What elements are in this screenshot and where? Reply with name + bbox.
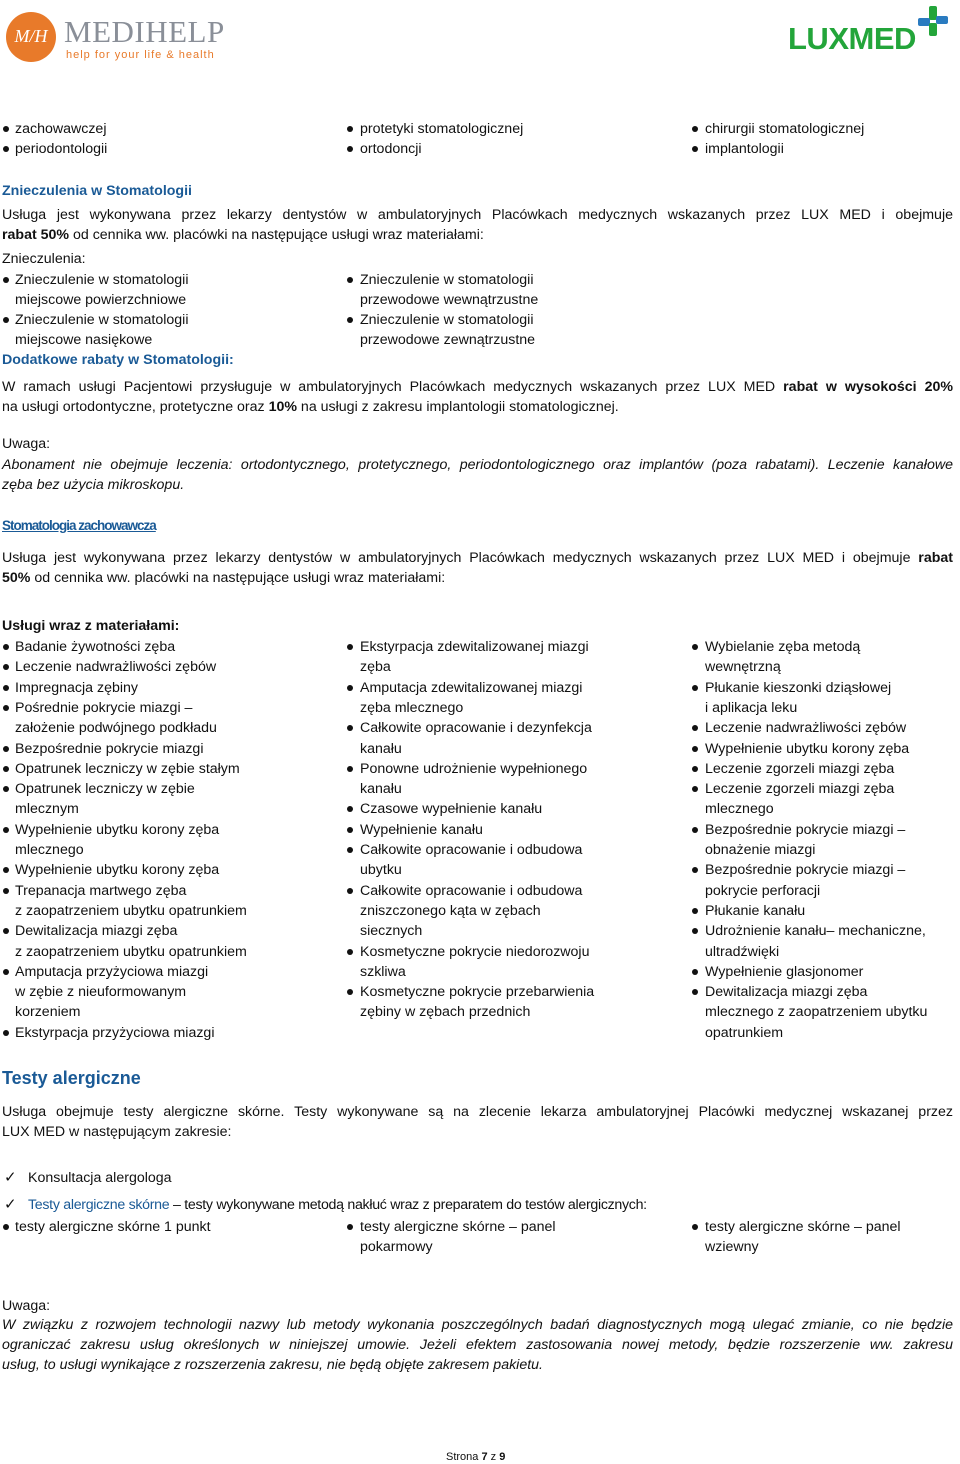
list-item-cont: mlecznym <box>15 801 79 817</box>
bullet-icon <box>692 126 698 132</box>
bullet-icon <box>692 928 698 934</box>
bullet-icon <box>692 1224 698 1230</box>
list-item: zachowawczej <box>15 121 107 137</box>
bullet-icon <box>347 766 353 772</box>
list-item: Bezpośrednie pokrycie miazgi – <box>705 822 906 838</box>
list-item-cont: z zaopatrzeniem ubytku opatrunkiem <box>15 944 247 960</box>
allergy-line-2: LUX MED w następującym zakresie: <box>2 1124 232 1140</box>
list-item-cont: przewodowe wewnątrzustne <box>360 292 539 308</box>
list-item: Ekstyrpacja zdewitalizowanej miazgi <box>360 639 589 655</box>
discount-rate: rabat w wysokości 20% <box>783 379 953 395</box>
list-item: Dewitalizacja miazgi zęba <box>15 923 178 939</box>
list-item-cont: mlecznego <box>15 842 84 858</box>
check-item: Konsultacja alergologa <box>28 1170 172 1186</box>
bullet-icon <box>692 766 698 772</box>
of-word: z <box>490 1451 497 1463</box>
list-item: Wypełnienie ubytku korony zęba <box>705 741 910 757</box>
bullet-icon <box>692 746 698 752</box>
list-item-cont: wewnętrzną <box>705 659 781 675</box>
page-word: Strona <box>446 1451 479 1463</box>
anesthesia-text-line-2 <box>2 225 484 245</box>
bullet-icon <box>3 664 9 670</box>
list-item-cont: wziewny <box>705 1239 759 1255</box>
list-item: Całkowite opracowanie i odbudowa <box>360 842 583 858</box>
checkmark-icon: ✓ <box>4 1169 17 1186</box>
page-number <box>446 1450 505 1464</box>
medihelp-emblem <box>6 12 56 62</box>
list-item-cont: pokarmowy <box>360 1239 433 1255</box>
bullet-icon <box>3 766 9 772</box>
list-item-cont: mlecznego <box>705 801 774 817</box>
discounts-line-2 <box>2 397 619 417</box>
list-item: implantologii <box>705 141 784 157</box>
conservative-heading: Stomatologia zachowawcza <box>2 518 156 533</box>
list-item: Dewitalizacja miazgi zęba <box>705 984 868 1000</box>
list-item-cont: miejscowe powierzchniowe <box>15 292 187 308</box>
conservative-line-1 <box>2 548 953 568</box>
bullet-icon <box>347 989 353 995</box>
services-label: Usługi wraz z materiałami: <box>2 618 180 634</box>
list-item: ortodoncji <box>360 141 422 157</box>
bullet-icon <box>692 908 698 914</box>
discount-rate: 50% <box>2 570 31 586</box>
bullet-icon <box>3 786 9 792</box>
check-item-highlight: Testy alergiczne skórne <box>28 1197 170 1213</box>
bullet-icon <box>692 786 698 792</box>
bullet-icon <box>347 1224 353 1230</box>
anesthesia-text-line-1 <box>2 205 953 225</box>
list-item: Pośrednie pokrycie miazgi – <box>15 700 193 716</box>
list-item: testy alergiczne skórne – panel <box>360 1219 556 1235</box>
text: na usługi z zakresu implantologii stomatologicznej. <box>296 399 619 415</box>
list-item-cont: zęba mlecznego <box>360 700 464 716</box>
bullet-icon <box>347 685 353 691</box>
bullet-icon <box>347 146 353 152</box>
list-item: Znieczulenie w stomatologii <box>15 312 189 328</box>
bullet-icon <box>3 928 9 934</box>
check-item <box>28 1195 647 1215</box>
total-pages: 9 <box>499 1451 506 1463</box>
bullet-icon <box>692 827 698 833</box>
text: Usługa obejmuje testy alergiczne skórne. Testy wykonywane są na zlecenie lekarza ambulatoryjnej Placówki medycznej wskazanej przez <box>2 1104 953 1120</box>
bullet-icon <box>3 867 9 873</box>
anesthesia-heading: Znieczulenia w Stomatologii <box>2 183 192 199</box>
list-item: Bezpośrednie pokrycie miazgi <box>15 741 204 757</box>
list-item: testy alergiczne skórne – panel <box>705 1219 901 1235</box>
luxmed-cross-icon <box>916 4 950 38</box>
bullet-icon <box>3 1030 9 1036</box>
bullet-icon <box>347 725 353 731</box>
note-line-2: zęba bez użycia mikroskopu. <box>2 477 185 493</box>
text: na usługi ortodontyczne, protetyczne oraz <box>2 399 269 415</box>
list-item: Czasowe wypełnienie kanału <box>360 801 543 817</box>
discount-word: rabat <box>918 550 953 566</box>
list-item-cont: kanału <box>360 781 402 797</box>
bullet-icon <box>3 705 9 711</box>
bullet-icon <box>692 989 698 995</box>
bullet-icon <box>692 867 698 873</box>
list-item: Udrożnienie kanału– mechaniczne, <box>705 923 926 939</box>
list-item: Kosmetyczne pokrycie przebarwienia <box>360 984 595 1000</box>
list-item: Kosmetyczne pokrycie niedorozwoju <box>360 944 590 960</box>
luxmed-logo <box>788 4 958 60</box>
list-item-cont: mlecznego z zaopatrzeniem ubytku <box>705 1004 928 1020</box>
note-line-3: usług, to usługi wynikające z rozszerzenia zakresu, nie będą objęte zakresem pakietu. <box>2 1357 543 1373</box>
list-item: Opatrunek leczniczy w zębie stałym <box>15 761 240 777</box>
bullet-icon <box>3 317 9 323</box>
list-item: Wypełnienie kanału <box>360 822 483 838</box>
allergy-heading: Testy alergiczne <box>2 1068 141 1088</box>
allergy-line-1 <box>2 1102 953 1122</box>
bullet-icon <box>347 827 353 833</box>
discount-rate: rabat 50% <box>2 227 70 243</box>
bullet-icon <box>3 644 9 650</box>
list-item-cont: założenie podwójnego podkładu <box>15 720 217 736</box>
list-item-cont: ultradźwięki <box>705 944 780 960</box>
list-item: Bezpośrednie pokrycie miazgi – <box>705 862 906 878</box>
bullet-icon <box>347 847 353 853</box>
bullet-icon <box>692 644 698 650</box>
list-item: Amputacja zdewitalizowanej miazgi <box>360 680 583 696</box>
list-item: Wypełnienie ubytku korony zęba <box>15 862 220 878</box>
anesthesia-sub-label: Znieczulenia: <box>2 251 86 267</box>
list-item-cont: miejscowe nasiękowe <box>15 332 153 348</box>
discounts-heading: Dodatkowe rabaty w Stomatologii: <box>2 352 234 368</box>
list-item-cont: szkliwa <box>360 964 406 980</box>
list-item: Wybielanie zęba metodą <box>705 639 861 655</box>
bullet-icon <box>3 888 9 894</box>
list-item: testy alergiczne skórne 1 punkt <box>15 1219 211 1235</box>
list-item: Całkowite opracowanie i dezynfekcja <box>360 720 592 736</box>
list-item-cont: przewodowe zewnątrzustne <box>360 332 536 348</box>
list-item-cont: korzeniem <box>15 1004 81 1020</box>
bullet-icon <box>347 888 353 894</box>
list-item: Ponowne udrożnienie wypełnionego <box>360 761 588 777</box>
list-item-cont: siecznych <box>360 923 423 939</box>
bullet-icon <box>692 725 698 731</box>
text: Usługa jest wykonywana przez lekarzy dentystów w ambulatoryjnych Placówkach medycznych wskazanych przez LUX MED i obejmuje <box>2 550 919 566</box>
note-line-1 <box>2 455 953 475</box>
bullet-icon <box>347 949 353 955</box>
list-item: Płukanie kieszonki dziąsłowej <box>705 680 892 696</box>
list-item: Leczenie zgorzeli miazgi zęba <box>705 761 895 777</box>
list-item: Znieczulenie w stomatologii <box>15 272 189 288</box>
list-item: chirurgii stomatologicznej <box>705 121 865 137</box>
luxmed-name: LUXMED <box>788 21 916 56</box>
text: – testy wykonywane metodą nakłuć wraz z preparatem do testów alergicznych: <box>169 1197 647 1213</box>
list-item-cont: zębiny w zębach przednich <box>360 1004 531 1020</box>
list-item-cont: kanału <box>360 741 402 757</box>
medihelp-logo <box>6 10 246 66</box>
list-item: periodontologii <box>15 141 108 157</box>
list-item: protetyki stomatologicznej <box>360 121 524 137</box>
bullet-icon <box>347 644 353 650</box>
list-item-cont: zęba <box>360 659 391 675</box>
note-line-2 <box>2 1335 953 1355</box>
list-item: Znieczulenie w stomatologii <box>360 312 534 328</box>
list-item: Badanie żywotności zęba <box>15 639 176 655</box>
list-item: Trepanacja martwego zęba <box>15 883 187 899</box>
medihelp-emblem-text: M/H <box>14 26 48 46</box>
note-label: Uwaga: <box>2 436 51 452</box>
conservative-line-2 <box>2 568 445 588</box>
list-item-cont: w zębie z nieuformowanym <box>15 984 187 1000</box>
text: W ramach usługi Pacjentowi przysługuje w ambulatoryjnych Placówkach medycznych wskazanych przez LUX MED <box>2 379 784 395</box>
discounts-line-1 <box>2 377 953 397</box>
bullet-icon <box>3 277 9 283</box>
bullet-icon <box>347 277 353 283</box>
note-label: Uwaga: <box>2 1298 51 1314</box>
text: od cennika ww. placówki na następujące usługi wraz materiałami: <box>30 570 446 586</box>
list-item-cont: zniszczonego kąta w zębach <box>360 903 541 919</box>
list-item: Amputacja przyżyciowa miazgi <box>15 964 209 980</box>
bullet-icon <box>3 827 9 833</box>
text: W związku z rozwojem technologii nazwy lub metody wykonania poszczególnych badań diagnostycznych mogą ulegać zmianie, co nie będzie <box>2 1317 953 1333</box>
list-item: Wypełnienie glasjonomer <box>705 964 864 980</box>
list-item: Impregnacja zębiny <box>15 680 139 696</box>
list-item: Leczenie nadwrażliwości zębów <box>705 720 907 736</box>
bullet-icon <box>3 146 9 152</box>
list-item-cont: ubytku <box>360 862 402 878</box>
list-item-cont: pokrycie perforacji <box>705 883 821 899</box>
bullet-icon <box>692 146 698 152</box>
bullet-icon <box>3 969 9 975</box>
bullet-icon <box>3 1224 9 1230</box>
bullet-icon <box>692 685 698 691</box>
list-item: Całkowite opracowanie i odbudowa <box>360 883 583 899</box>
current-page: 7 <box>481 1451 488 1463</box>
list-item-cont: z zaopatrzeniem ubytku opatrunkiem <box>15 903 247 919</box>
list-item: Leczenie zgorzeli miazgi zęba <box>705 781 895 797</box>
bullet-icon <box>347 317 353 323</box>
bullet-icon <box>692 969 698 975</box>
text: od cennika ww. placówki na następujące usługi wraz materiałami: <box>69 227 484 243</box>
list-item-cont: opatrunkiem <box>705 1025 784 1041</box>
list-item: Leczenie nadwrażliwości zębów <box>15 659 217 675</box>
list-item-cont: obnażenie miazgi <box>705 842 816 858</box>
medihelp-name: MEDIHELP <box>64 14 225 49</box>
note-line-1 <box>2 1315 953 1335</box>
bullet-icon <box>3 685 9 691</box>
list-item: Płukanie kanału <box>705 903 806 919</box>
checkmark-icon: ✓ <box>4 1196 17 1213</box>
text: Abonament nie obejmuje leczenia: ortodontycznego, protetycznego, periodontologicznego oraz implantów (poza rabatami). Leczenie kanałowe <box>2 457 953 473</box>
discount-rate: 10% <box>268 399 297 415</box>
bullet-icon <box>3 746 9 752</box>
medihelp-tagline: help for your life & health <box>66 49 215 61</box>
list-item: Znieczulenie w stomatologii <box>360 272 534 288</box>
text: Usługa jest wykonywana przez lekarzy dentystów w ambulatoryjnych Placówkach medycznych wskazanych przez LUX MED i obejmuje <box>2 207 953 223</box>
list-item: Wypełnienie ubytku korony zęba <box>15 822 220 838</box>
bullet-icon <box>3 126 9 132</box>
text: ograniczać zakresu usług określonych w niniejszej umowie. Jeżeli efektem zastosowania nowej metody, będzie rozszerzenie ww. zakresu <box>2 1337 953 1353</box>
list-item-cont: i aplikacja leku <box>705 700 798 716</box>
list-item: Ekstyrpacja przyżyciowa miazgi <box>15 1025 215 1041</box>
bullet-icon <box>347 126 353 132</box>
list-item: Opatrunek leczniczy w zębie <box>15 781 195 797</box>
bullet-icon <box>347 806 353 812</box>
